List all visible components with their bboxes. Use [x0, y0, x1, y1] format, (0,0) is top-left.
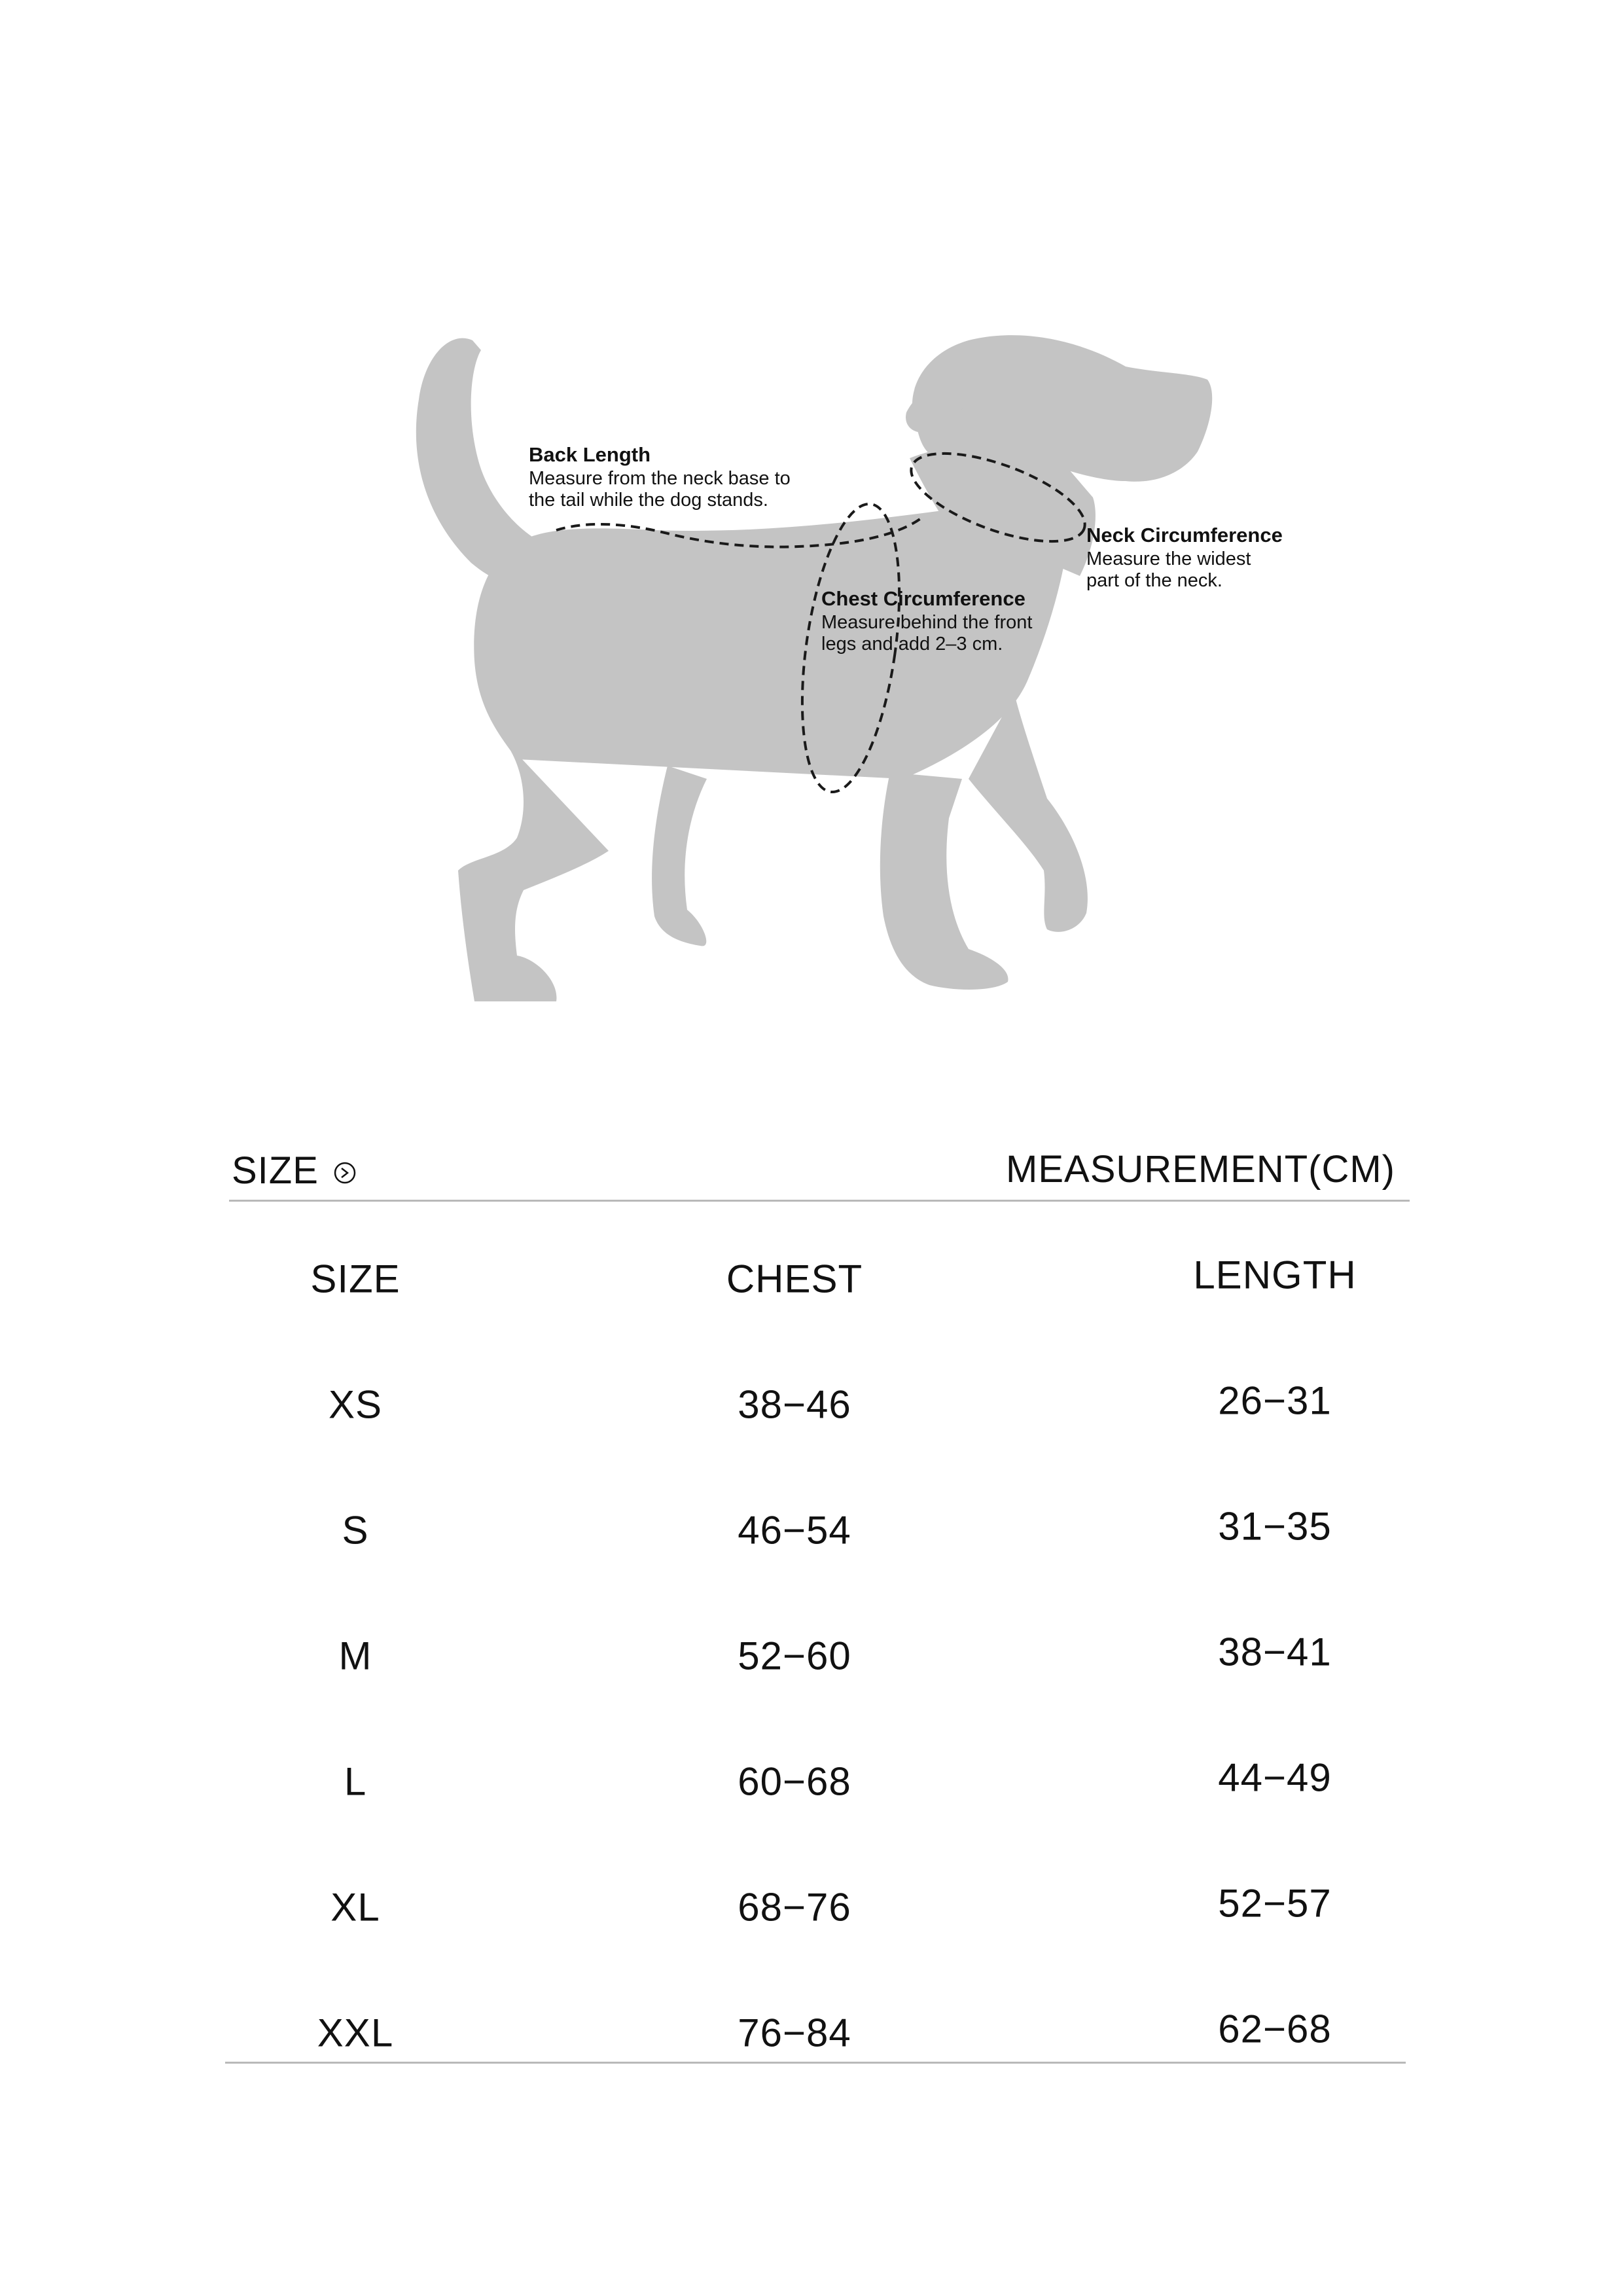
- chevron-right-circle-icon: [333, 1161, 357, 1185]
- back-length-title: Back Length: [529, 443, 651, 466]
- header-divider: [229, 1200, 1410, 1202]
- size-cell: XXL: [317, 2011, 394, 2055]
- measurement-unit-header: MEASUREMENT(CM): [1006, 1148, 1395, 1191]
- chest-cell: 38−46: [738, 1382, 851, 1427]
- chest-circumference-line-2: legs and add 2–3 cm.: [821, 634, 1003, 655]
- length-cell: 44−49: [1218, 1755, 1332, 1800]
- back-length-line-2: the tail while the dog stands.: [529, 490, 768, 511]
- size-header: [232, 1149, 357, 1193]
- dog-silhouette: [416, 335, 1212, 1001]
- chest-circumference-title: Chest Circumference: [821, 587, 1026, 610]
- size-cell: M: [338, 1634, 372, 1678]
- table-row: [229, 1467, 1407, 1593]
- chest-cell: 60−68: [738, 1759, 851, 1804]
- length-cell: 52−57: [1218, 1881, 1332, 1926]
- annotation-back-length: [529, 443, 791, 511]
- length-cell: 26−31: [1218, 1378, 1332, 1423]
- size-cell: S: [342, 1508, 369, 1552]
- length-cell: 62−68: [1218, 2007, 1332, 2051]
- chest-cell: 68−76: [738, 1885, 851, 1929]
- back-length-line-1: Measure from the neck base to: [529, 468, 791, 489]
- table-header-row: [229, 1216, 1407, 1342]
- dog-measurement-figure: [0, 0, 1623, 1047]
- length-cell: 31−35: [1218, 1504, 1332, 1549]
- column-header-length: LENGTH: [1193, 1253, 1357, 1297]
- table-row: [229, 1719, 1407, 1844]
- neck-circumference-title: Neck Circumference: [1086, 524, 1283, 547]
- size-table: [229, 1216, 1407, 2096]
- column-header-size: SIZE: [310, 1257, 401, 1301]
- size-cell: XL: [330, 1885, 380, 1929]
- annotation-neck-circumference: [1086, 524, 1283, 591]
- neck-circumference-line-2: part of the neck.: [1086, 570, 1222, 591]
- chest-cell: 76−84: [738, 2011, 851, 2055]
- chest-circumference-line-1: Measure behind the front: [821, 612, 1033, 633]
- annotation-chest-circumference: [821, 587, 1032, 655]
- size-cell: L: [344, 1759, 367, 1804]
- neck-circumference-line-1: Measure the widest: [1086, 548, 1251, 569]
- column-header-chest: CHEST: [726, 1257, 863, 1301]
- table-row: [229, 1342, 1407, 1467]
- table-row: [229, 1593, 1407, 1719]
- size-cell: XS: [328, 1382, 383, 1427]
- chest-cell: 46−54: [738, 1508, 851, 1552]
- chest-cell: 52−60: [738, 1634, 851, 1678]
- table-row: [229, 1844, 1407, 1970]
- table-row: [229, 1970, 1407, 2096]
- size-header-label: SIZE: [232, 1149, 319, 1192]
- table-bottom-divider: [225, 2062, 1406, 2064]
- length-cell: 38−41: [1218, 1630, 1332, 1674]
- size-chart-header: [229, 1139, 1407, 1198]
